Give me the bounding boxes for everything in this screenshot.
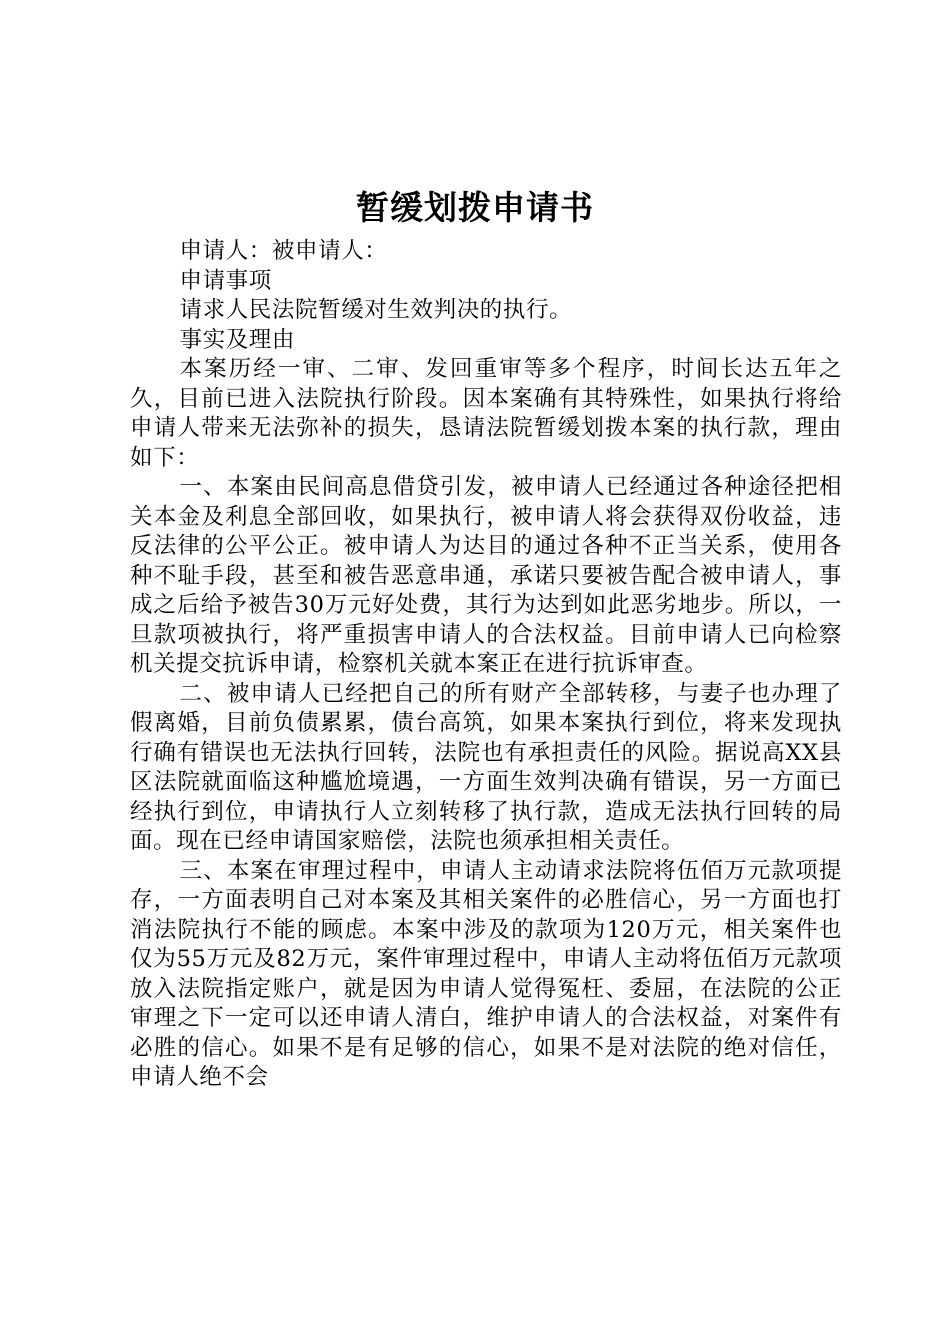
request-heading: 申请事项	[179, 267, 272, 294]
document-body	[130, 237, 842, 1093]
request-content: 请求人民法院暂缓对生效判决的执行。	[179, 297, 573, 323]
reason-two-paragraph: 二、被申请人已经把自己的所有财产全部转移，与妻子也办理了假离婚，目前负债累累，债台高筑，如果本案执行到位，将来发现执行确有错误也无法执行回转，法院也有承担责任的风险。据说高XX县区法院就面临这种尴尬境遇，一方面生效判决确有错误，另一方面已经执行到位，申请执行人立刻转移了执行款，造成无法执行回转的局面。现在已经申请国家赔偿，法院也须承担相关责任。	[130, 680, 842, 854]
reason-three-paragraph: 三、本案在审理过程中，申请人主动请求法院将伍佰万元款项提存，一方面表明自己对本案及其相关案件的必胜信心，另一方面也打消法院执行不能的顾虑。本案中涉及的款项为120万元，相关案件也仅为55万元及82万元，案件审理过程中，申请人主动将伍佰万元款项放入法院指定账户，就是因为申请人觉得冤枉、委屈，在法院的公正审理之下一定可以还申请人清白，维护申请人的合法权益，对案件有必胜的信心。如果不是有足够的信心，如果不是对法院的绝对信任，申请人绝不会	[130, 857, 842, 1090]
reasons-heading: 事实及理由	[179, 326, 296, 353]
document-title: 暂缓划拨申请书	[356, 188, 594, 227]
intro-paragraph: 本案历经一审、二审、发回重审等多个程序，时间长达五年之久，目前已进入法院执行阶段。因本案确有其特殊性，如果执行将给申请人带来无法弥补的损失，恳请法院暂缓划拨本案的执行款，理由如下：	[130, 356, 842, 471]
party-line: 申请人：被申请人：	[179, 238, 388, 264]
reason-one-paragraph: 一、本案由民间高息借贷引发，被申请人已经通过各种途径把相关本金及利息全部回收，如果执行，被申请人将会获得双份收益，违反法律的公平公正。被申请人为达目的通过各种不正当关系，使用各种不耻手段，甚至和被告恶意串通，承诺只要被告配合被申请人，事成之后给予被告30万元好处费，其行为达到如此恶劣地步。所以，一旦款项被执行，将严重损害申请人的合法权益。目前申请人已向检察机关提交抗诉申请，检察机关就本案正在进行抗诉审查。	[130, 474, 842, 677]
